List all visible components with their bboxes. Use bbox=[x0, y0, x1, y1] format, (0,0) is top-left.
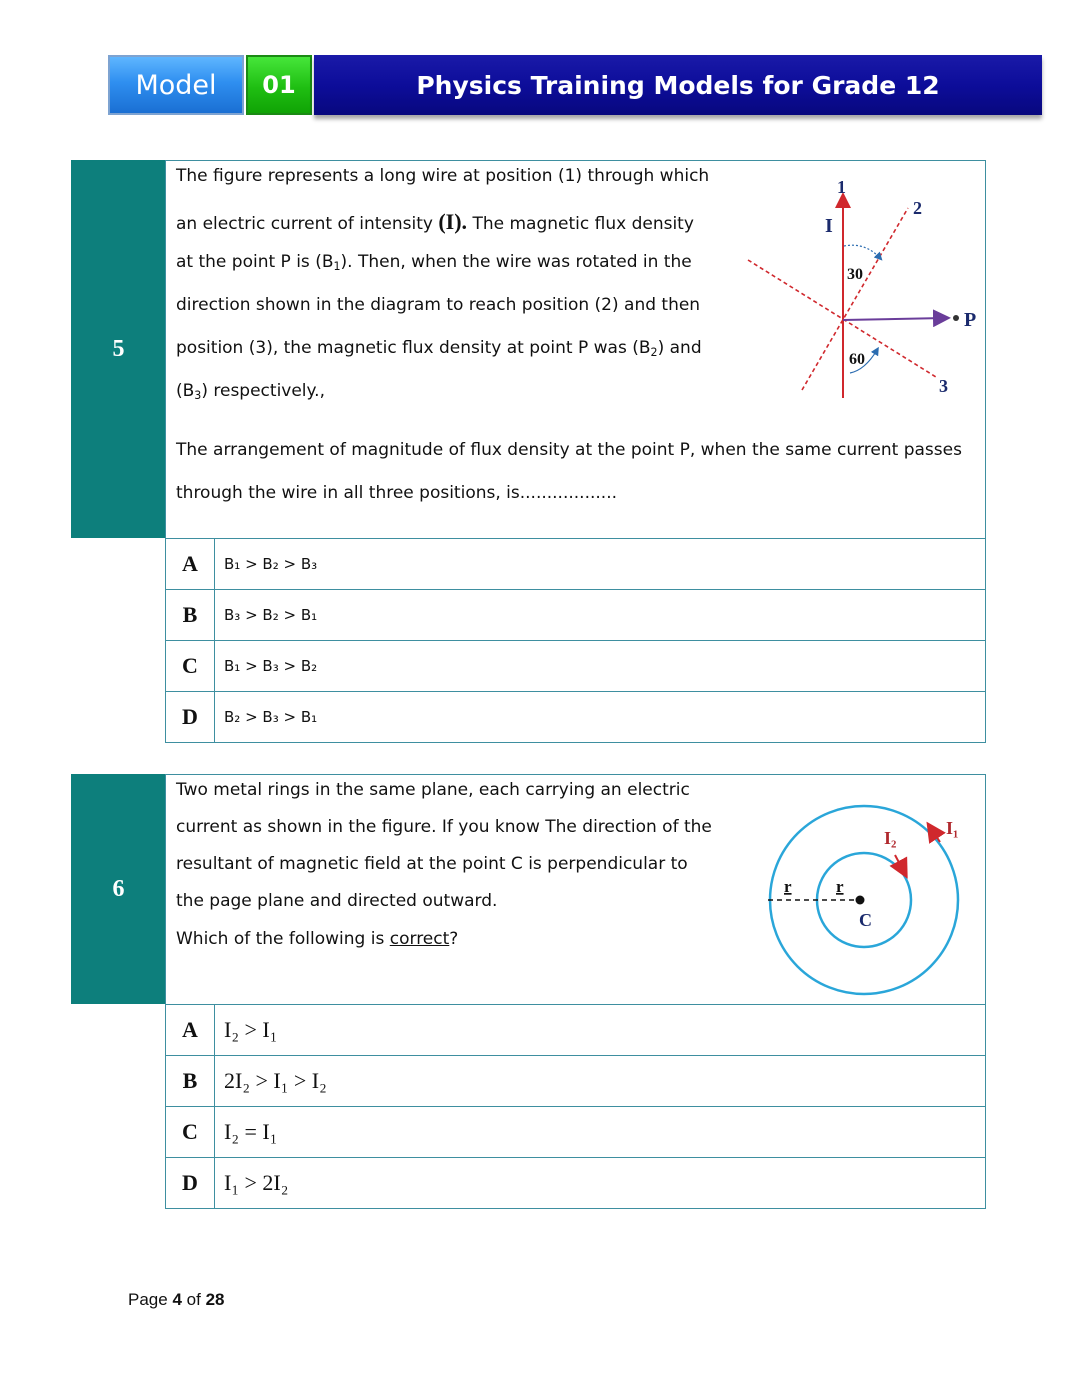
q5-line-5: position (3), the magnetic flux density at point P was $(B_2)$ and bbox=[176, 338, 702, 359]
q6-option-a[interactable] bbox=[165, 1004, 986, 1056]
q6-option-d[interactable] bbox=[165, 1157, 986, 1209]
option-letter: D bbox=[166, 692, 215, 742]
question-5-text bbox=[176, 166, 736, 424]
q5-option-b[interactable] bbox=[165, 589, 986, 641]
page-word: Page bbox=[128, 1290, 168, 1309]
question-6-text bbox=[176, 780, 726, 967]
point-p bbox=[953, 315, 959, 321]
wire-rotation-diagram bbox=[740, 170, 980, 405]
option-letter: B bbox=[166, 590, 215, 640]
q5-line-3: at the point P is $(B_1)$. Then, when the wire was rotated in the bbox=[176, 252, 692, 273]
model-label: Model bbox=[108, 55, 244, 115]
option-letter: D bbox=[166, 1158, 215, 1208]
q5-option-d[interactable] bbox=[165, 691, 986, 743]
q5-option-c[interactable] bbox=[165, 640, 986, 692]
q5-line-2: an electric current of intensity (I). The magnetic flux density bbox=[176, 209, 694, 234]
question-6-number: 6 bbox=[71, 774, 166, 1004]
q6-line-5: Which of the following is correct? bbox=[176, 929, 459, 949]
q5-line-4: direction shown in the diagram to reach position (2) and then bbox=[176, 295, 701, 315]
q5-line-7: The arrangement of magnitude of flux density at the point P, when the same current passes bbox=[176, 440, 962, 460]
q5-line-8: through the wire in all three positions, is.................. bbox=[176, 483, 618, 503]
q5-line-6: $(B_3)$ respectively., bbox=[176, 381, 325, 402]
option-letter: B bbox=[166, 1056, 215, 1106]
label-angle-60: 60 bbox=[849, 351, 865, 368]
angle-arc-30 bbox=[844, 245, 880, 258]
of-word: of bbox=[186, 1290, 201, 1309]
option-letter: A bbox=[166, 1005, 215, 1055]
option-letter: C bbox=[166, 641, 215, 691]
option-value: B₁ > B₂ > B₃ bbox=[224, 555, 318, 573]
option-value: B₁ > B₃ > B₂ bbox=[224, 657, 318, 675]
label-point-p: P bbox=[964, 309, 977, 331]
option-value: I₁ > 2I₂ bbox=[224, 1170, 289, 1195]
two-rings-diagram bbox=[760, 790, 975, 1000]
question-5-text-2 bbox=[176, 440, 976, 526]
label-angle-30: 30 bbox=[847, 266, 863, 283]
center-point-c bbox=[856, 896, 865, 905]
page-footer bbox=[128, 1290, 224, 1310]
q6-option-b[interactable] bbox=[165, 1055, 986, 1107]
label-position-1: 1 bbox=[837, 177, 846, 197]
label-r-outer: r bbox=[784, 877, 792, 896]
label-c: C bbox=[859, 910, 872, 930]
model-number: 01 bbox=[246, 55, 312, 115]
q6-line-3: resultant of magnetic field at the point C is perpendicular to bbox=[176, 854, 688, 874]
q6-option-c[interactable] bbox=[165, 1106, 986, 1158]
q6-line-4: the page plane and directed outward. bbox=[176, 891, 498, 911]
label-current-i: I bbox=[825, 215, 833, 237]
page-current: 4 bbox=[172, 1290, 182, 1309]
q6-line-1: Two metal rings in the same plane, each carrying an electric bbox=[176, 780, 690, 800]
underlined-correct: correct bbox=[389, 929, 450, 949]
option-letter: C bbox=[166, 1107, 215, 1157]
option-value: B₃ > B₂ > B₁ bbox=[224, 606, 318, 624]
q5-option-a[interactable] bbox=[165, 538, 986, 590]
arrow-to-point-p bbox=[843, 318, 945, 320]
option-value: B₂ > B₃ > B₁ bbox=[224, 708, 318, 726]
label-r-inner: r bbox=[836, 877, 844, 896]
label-position-3: 3 bbox=[939, 376, 948, 396]
page-total: 28 bbox=[205, 1290, 225, 1309]
q6-line-2: current as shown in the figure. If you know The direction of the bbox=[176, 817, 712, 837]
option-value: I₂ = I₁ bbox=[224, 1119, 278, 1144]
q5-line-1: The figure represents a long wire at position (1) through which bbox=[176, 166, 710, 186]
option-value: 2I₂ > I₁ > I₂ bbox=[224, 1068, 327, 1093]
option-value: I₂ > I₁ bbox=[224, 1017, 278, 1042]
label-i2: I₂ bbox=[884, 828, 897, 848]
header-title: Physics Training Models for Grade 12 bbox=[314, 55, 1042, 115]
option-letter: A bbox=[166, 539, 215, 589]
label-position-2: 2 bbox=[913, 198, 922, 218]
label-i1: I₁ bbox=[946, 818, 959, 838]
page-header bbox=[108, 55, 1042, 115]
question-5-number: 5 bbox=[71, 160, 166, 538]
